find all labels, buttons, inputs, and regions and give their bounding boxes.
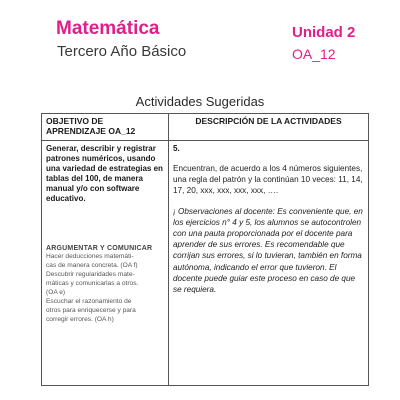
skill-line: corregir errores. (OA h) (46, 315, 114, 323)
skill-line: Hacer deducciones matemáti- (46, 253, 134, 261)
activity-description: Encuentran, de acuerdo a los 4 números siguientes, una regla del patrón y la continúan 10 veces: 11, 14, 17, 20, xxx, xxx, xxx, xxx, …. (173, 164, 363, 196)
skills-heading: ARGUMENTAR Y COMUNICAR (46, 245, 153, 252)
activities-table (41, 113, 369, 386)
skill-line: cas de manera concreta. (OA f) (46, 262, 138, 270)
skill-line: Descubrir regularidades mate- (46, 271, 135, 279)
table-row (42, 141, 369, 386)
description-column-header: DESCRIPCIÓN DE LA ACTIVIDADES (169, 114, 369, 141)
teacher-observation: ¡ Observaciones al docente: Es conveniente que, en los ejercicios n° 4 y 5, los alumnos se autocontrolen con una pauta proporcionada por el docente para aprender de sus errores. Es recomendable que corrijan sus errores, si lo tuvieran, también en forma autónoma, indicando el error que tuvieron. El docente puede guiar este proceso en caso de que se requiera. (173, 207, 363, 294)
skills-box (46, 244, 164, 325)
section-title: Actividades Sugeridas (135, 94, 265, 109)
oa-label: OA_12 (292, 46, 336, 62)
grade-subtitle: Tercero Año Básico (57, 43, 187, 60)
unit-label: Unidad 2 (292, 24, 356, 41)
subject-title: Matemática (56, 18, 160, 39)
skill-line: otros para enriquecerse y para (46, 306, 136, 314)
skill-line: (OA e) (46, 289, 66, 296)
objective-text: Generar, describir y registrar patrones numéricos, usando una variedad de estrategias en tablas del 100, de manera manual y/o con software educativo. (46, 144, 163, 203)
skill-line: máticas y comunicarlas a otros. (46, 280, 139, 288)
objective-column-header: OBJETIVO DE APRENDIZAJE OA_12 (42, 114, 169, 141)
skill-line: Escuchar el razonamiento de (46, 297, 132, 305)
table-header-row (42, 114, 369, 141)
description-cell (169, 141, 369, 386)
objective-cell (42, 141, 169, 386)
activity-number: 5. (173, 144, 180, 153)
